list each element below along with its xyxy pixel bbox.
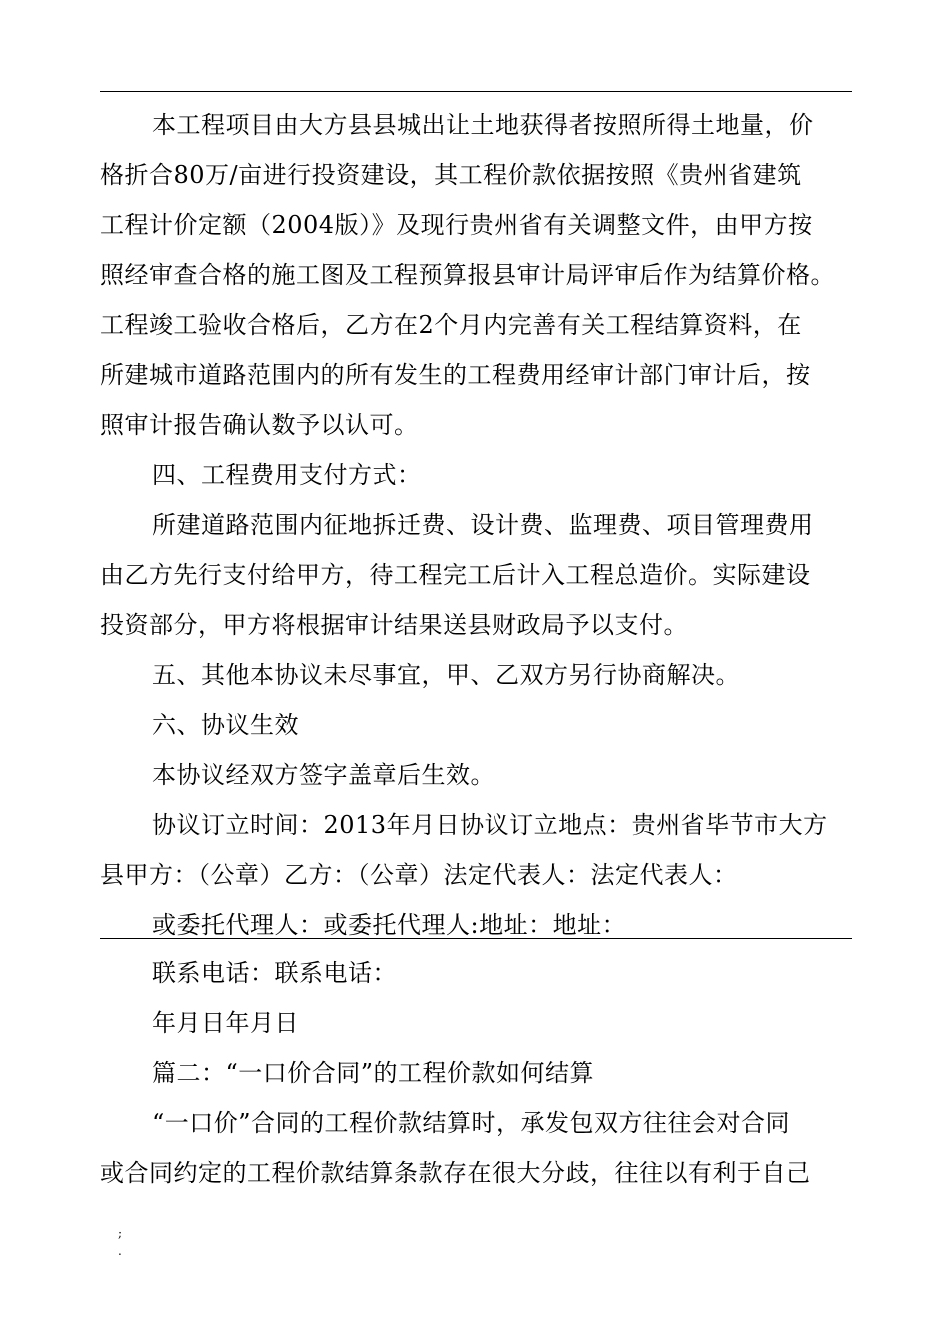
top-rule bbox=[100, 91, 852, 92]
body-line-1: 本工程项目由大方县县城出让土地获得者按照所得土地量，价 bbox=[152, 111, 814, 139]
body-line-10: 由乙方先行支付给甲方，待工程完工后计入工程总造价。实际建设 bbox=[100, 561, 811, 589]
section-heading-4: 四、工程费用支付方式： bbox=[152, 461, 422, 489]
body-line-17: 或委托代理人：或委托代理人:地址：地址： bbox=[152, 911, 627, 939]
body-line-11: 投资部分，甲方将根据审计结果送县财政局予以支付。 bbox=[100, 611, 688, 639]
body-line-16: 县甲方：（公章）乙方：（公章）法定代表人：法定代表人： bbox=[100, 861, 738, 889]
body-line-7: 照审计报告确认数予以认可。 bbox=[100, 411, 419, 439]
body-line-5: 工程竣工验收合格后，乙方在2个月内完善有关工程结算资料，在 bbox=[100, 311, 802, 339]
body-line-15: 协议订立时间：2013年月日协议订立地点：贵州省毕节市大方 bbox=[152, 811, 828, 839]
body-line-2: 格折合80万/亩进行投资建设，其工程价款依据按照《贵州省建筑 bbox=[100, 161, 802, 189]
body-line-18: 联系电话：联系电话： bbox=[152, 959, 397, 987]
section-heading-6: 六、协议生效 bbox=[152, 711, 299, 739]
body-line-4: 照经审查合格的施工图及工程预算报县审计局评审后作为结算价格。 bbox=[100, 261, 835, 289]
body-line-14: 本协议经双方签字盖章后生效。 bbox=[152, 761, 495, 789]
section-heading-5: 五、其他本协议未尽事宜，甲、乙双方另行协商解决。 bbox=[152, 661, 740, 689]
body-line-19: 年月日年月日 bbox=[152, 1009, 299, 1037]
body-line-9: 所建道路范围内征地拆迁费、设计费、监理费、项目管理费用 bbox=[152, 511, 814, 539]
body-line-3: 工程计价定额（2004版）》及现行贵州省有关调整文件，由甲方按 bbox=[100, 211, 813, 239]
body-line-22: 或合同约定的工程价款结算条款存在很大分歧，往往以有利于自己 bbox=[100, 1159, 811, 1187]
footer-mark-dot: . bbox=[118, 1244, 122, 1258]
footer-mark-semicolon: ; bbox=[118, 1226, 123, 1240]
footer-marks bbox=[118, 1224, 122, 1260]
body-line-21: “一口价”合同的工程价款结算时，承发包双方往往会对合同 bbox=[152, 1109, 791, 1137]
middle-rule bbox=[100, 938, 852, 939]
body-line-6: 所建城市道路范围内的所有发生的工程费用经审计部门审计后，按 bbox=[100, 361, 811, 389]
chapter-heading: 篇二：“一口价合同”的工程价款如何结算 bbox=[152, 1059, 595, 1087]
